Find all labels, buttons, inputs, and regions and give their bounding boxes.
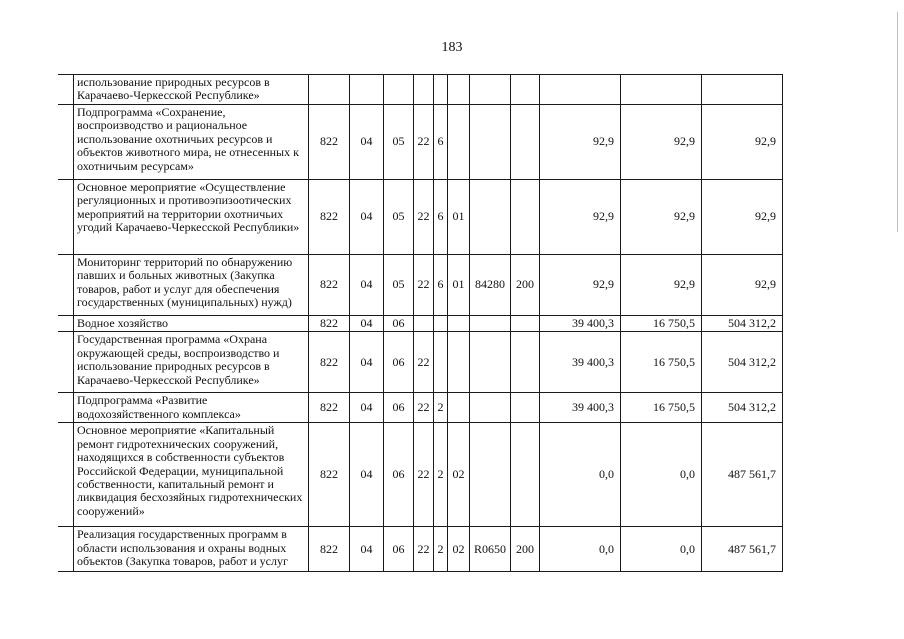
row-marker-cell [59,255,74,316]
row-marker-cell [59,180,74,255]
cell-subsection: 06 [384,393,414,423]
row-name: Мониторинг территорий по обнаружению павших и больных животных (Закупка товаров, работ и услуг для обеспечения государственных (муниципальных) нужд) [74,255,309,316]
cell-amount-year-2: 92,9 [621,105,702,180]
cell-section [350,75,384,105]
cell-program: 22 [414,255,434,316]
cell-direction: 84280 [470,255,511,316]
cell-amount-year-3: 92,9 [702,255,783,316]
cell-direction [470,75,511,105]
table-row [59,180,783,255]
cell-expense-type [511,75,540,105]
cell-expense-type: 200 [511,255,540,316]
cell-admin: 822 [309,316,350,332]
cell-section: 04 [350,423,384,527]
cell-program: 22 [414,332,434,393]
cell-main-event: 01 [448,180,470,255]
table-row [59,423,783,527]
cell-amount-year-2: 92,9 [621,180,702,255]
cell-section: 04 [350,393,384,423]
row-name: Подпрограмма «Сохранение, воспроизводство и рациональное использование охотничьих ресурсов и объектов животного мира, не отнесенных к охотничьим ресурсам» [74,105,309,180]
cell-admin: 822 [309,180,350,255]
table-row [59,255,783,316]
cell-subprogram: 6 [434,255,448,316]
cell-admin: 822 [309,332,350,393]
row-name: Государственная программа «Охрана окружающей среды, воспроизводство и использование природных ресурсов в Карачаево-Черкесской Республике» [74,332,309,393]
cell-subprogram [434,332,448,393]
cell-section: 04 [350,180,384,255]
cell-amount-year-1 [540,75,621,105]
cell-program: 22 [414,393,434,423]
cell-subprogram: 2 [434,393,448,423]
cell-subsection: 06 [384,316,414,332]
row-name: Подпрограмма «Развитие водохозяйственного комплекса» [74,393,309,423]
cell-main-event [448,316,470,332]
cell-program [414,316,434,332]
cell-section: 04 [350,105,384,180]
cell-amount-year-2: 16 750,5 [621,393,702,423]
cell-main-event: 02 [448,423,470,527]
cell-main-event: 02 [448,527,470,572]
cell-expense-type [511,316,540,332]
cell-amount-year-3: 504 312,2 [702,316,783,332]
table-row [59,332,783,393]
cell-section: 04 [350,255,384,316]
cell-amount-year-1: 92,9 [540,180,621,255]
cell-direction [470,105,511,180]
table-row [59,105,783,180]
row-marker-cell [59,423,74,527]
cell-subsection: 06 [384,423,414,527]
row-marker-cell [59,393,74,423]
cell-amount-year-2: 0,0 [621,423,702,527]
cell-expense-type [511,180,540,255]
cell-amount-year-3: 504 312,2 [702,332,783,393]
scan-edge-line [897,12,898,232]
row-marker-cell [59,316,74,332]
cell-amount-year-1: 0,0 [540,423,621,527]
table-row [59,316,783,332]
cell-section: 04 [350,527,384,572]
table-row [59,527,783,572]
cell-program [414,75,434,105]
cell-subsection: 05 [384,105,414,180]
cell-amount-year-1: 92,9 [540,255,621,316]
table-row [59,393,783,423]
cell-main-event [448,75,470,105]
row-marker-cell [59,332,74,393]
row-marker-cell [59,105,74,180]
row-name: Основное мероприятие «Капитальный ремонт гидротехнических сооружений, находящихся в собственности субъектов Российской Федерации, муниципальной собственности, капитальный ремонт и ликвидация бесхозяйных гидротехнических сооружений» [74,423,309,527]
cell-subprogram [434,316,448,332]
cell-subprogram: 6 [434,105,448,180]
cell-admin: 822 [309,105,350,180]
cell-expense-type: 200 [511,527,540,572]
table-row [59,75,783,105]
page-number: 183 [441,40,463,55]
cell-subsection: 06 [384,527,414,572]
row-name: использование природных ресурсов в Карачаево-Черкесской Республике» [74,75,309,105]
cell-subprogram: 2 [434,527,448,572]
cell-section: 04 [350,316,384,332]
cell-amount-year-1: 0,0 [540,527,621,572]
cell-amount-year-3 [702,75,783,105]
cell-admin: 822 [309,527,350,572]
cell-expense-type [511,332,540,393]
row-marker-cell [59,527,74,572]
cell-admin [309,75,350,105]
cell-direction [470,423,511,527]
cell-program: 22 [414,527,434,572]
cell-subsection: 05 [384,180,414,255]
row-marker-cell [59,75,74,105]
cell-expense-type [511,423,540,527]
cell-direction [470,316,511,332]
cell-amount-year-2: 16 750,5 [621,332,702,393]
cell-amount-year-3: 504 312,2 [702,393,783,423]
cell-amount-year-3: 92,9 [702,180,783,255]
cell-direction [470,180,511,255]
cell-amount-year-1: 39 400,3 [540,393,621,423]
cell-amount-year-2: 92,9 [621,255,702,316]
row-name: Основное мероприятие «Осуществление регуляционных и противоэпизоотических мероприятий на территории охотничьих угодий Карачаево-Черкесской Республики» [74,180,309,255]
budget-table-body [59,75,783,572]
cell-subprogram: 6 [434,180,448,255]
cell-admin: 822 [309,255,350,316]
cell-subprogram [434,75,448,105]
cell-admin: 822 [309,423,350,527]
cell-amount-year-1: 39 400,3 [540,316,621,332]
row-name: Водное хозяйство [74,316,309,332]
budget-table [58,74,783,572]
cell-direction: R0650 [470,527,511,572]
cell-amount-year-2 [621,75,702,105]
cell-expense-type [511,105,540,180]
cell-amount-year-1: 92,9 [540,105,621,180]
cell-program: 22 [414,105,434,180]
cell-direction [470,332,511,393]
cell-section: 04 [350,332,384,393]
cell-amount-year-3: 92,9 [702,105,783,180]
cell-program: 22 [414,180,434,255]
cell-amount-year-2: 0,0 [621,527,702,572]
cell-amount-year-3: 487 561,7 [702,527,783,572]
cell-subsection: 06 [384,332,414,393]
cell-program: 22 [414,423,434,527]
row-name: Реализация государственных программ в области использования и охраны водных объектов (Закупка товаров, работ и услуг [74,527,309,572]
cell-amount-year-1: 39 400,3 [540,332,621,393]
cell-subsection: 05 [384,255,414,316]
cell-main-event [448,332,470,393]
cell-expense-type [511,393,540,423]
cell-amount-year-3: 487 561,7 [702,423,783,527]
cell-main-event: 01 [448,255,470,316]
cell-main-event [448,105,470,180]
cell-subsection [384,75,414,105]
cell-main-event [448,393,470,423]
cell-admin: 822 [309,393,350,423]
cell-amount-year-2: 16 750,5 [621,316,702,332]
cell-direction [470,393,511,423]
cell-subprogram: 2 [434,423,448,527]
